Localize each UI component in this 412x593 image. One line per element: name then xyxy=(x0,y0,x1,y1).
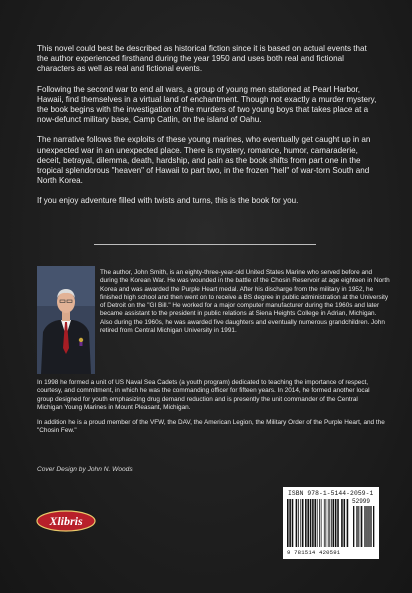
price-code: 52999 xyxy=(352,498,371,505)
author-bio-main: The author, John Smith, is an eighty-three-year-old United States Marine who served before and during the Korean War. He was wounded in the battle of the Chosin Reservoir at age eighteen in North Korea and was awarded the Purple Heart medal. After his discharge from the military in 1952, he finished high school and then went on to receive a BS degree in public administration at the University of Detroit on the "GI Bill." He worked for a major computer manufacturer during the 1960s and later became assistant to the president in public relations at Siena Heights College in Adrian, Michigan. Also during the 1960s, he was awarded five daughters and eventually numerous grandchildren. John retired from Central Michigan University in 1991. xyxy=(100,269,390,335)
author-bio-continued xyxy=(37,379,385,443)
barcode-bar xyxy=(287,499,289,547)
author-portrait-icon xyxy=(37,266,95,374)
barcode-bar xyxy=(302,499,304,547)
barcode-bar xyxy=(317,499,318,547)
barcode-bar xyxy=(312,499,314,547)
barcode-bar xyxy=(344,499,346,547)
cover-design-credit: Cover Design by John N. Woods xyxy=(37,466,133,473)
barcode-bar xyxy=(358,506,359,547)
barcode-bar xyxy=(356,506,357,547)
barcode-bar xyxy=(335,499,337,547)
barcode-bar xyxy=(289,499,291,547)
barcode-bar xyxy=(341,499,343,547)
barcode-bar xyxy=(337,499,339,547)
barcode-bar xyxy=(360,506,361,547)
author-photo xyxy=(37,266,95,374)
barcode-bar xyxy=(366,506,367,547)
section-divider xyxy=(94,244,316,245)
author-bio xyxy=(100,269,390,335)
barcode-bar xyxy=(298,499,299,547)
xlibris-logo-icon xyxy=(36,510,96,532)
barcode-bar xyxy=(353,506,354,547)
barcode-bar xyxy=(314,499,316,547)
author-bio-paragraph-2: In 1998 he formed a unit of US Naval Sea Cadets (a youth program) dedicated to teaching the importance of respect, courtesy, and commitment, in which he was the commanding officer for fifteen years. In 2014, he formed another local group designed for youth emphasizing drug demand reduction and is presently the unit commander of the Central Michigan Young Marines in Mount Pleasant, Michigan. xyxy=(37,379,370,411)
barcode-bar xyxy=(373,506,374,547)
synopsis-paragraph-1: This novel could best be described as historical fiction since it is based on actual events that the author experienced firsthand during the year 1950 and uses both real and fictional characters as well as real and fictional events. xyxy=(37,44,367,74)
barcode-bar xyxy=(331,499,332,547)
barcode-bar xyxy=(328,499,329,547)
barcode-bar xyxy=(333,499,335,547)
barcode-bar xyxy=(325,499,326,547)
ean-barcode-bars xyxy=(287,499,349,547)
synopsis-paragraph-2: Following the second war to end all wars, a group of young men stationed at Pearl Harbor, Hawaii, find themselves in a virtual land of enchantment. Though not exactly a murder mystery, the book begins with the investigation of the murders of two young boys that takes place at a now-defunct military base, Camp Catlin, on the island of Oahu. xyxy=(37,84,377,125)
barcode-bar xyxy=(361,506,362,547)
barcode-bar xyxy=(319,499,320,547)
barcode-bar xyxy=(305,499,307,547)
barcode-bar xyxy=(292,499,294,547)
price-barcode-bars xyxy=(353,506,375,547)
barcode-bar xyxy=(347,499,349,547)
barcode-bar xyxy=(307,499,309,547)
barcode-bar xyxy=(296,499,298,547)
barcode-bar xyxy=(364,506,365,547)
barcode-bar xyxy=(300,499,301,547)
ean-digits: 9 781514 420591 xyxy=(287,549,341,556)
synopsis xyxy=(37,44,377,217)
barcode-bar xyxy=(324,499,325,547)
synopsis-paragraph-3: The narrative follows the exploits of these young marines, who eventually get caught up in an unexpected war in an unexpected place. There is mystery, romance, humor, camaraderie, deceit, betrayal, dilemma, death, hardship, and pain as the book shifts from part one in the tropical splendorous "heaven" of Hawaii to part two, in the frozen "hell" of war-torn South and North Korea. xyxy=(37,135,371,186)
isbn-label: ISBN 978-1-5144-2059-1 xyxy=(288,490,374,497)
barcode-bar xyxy=(329,499,330,547)
publisher-logo xyxy=(36,510,96,532)
author-bio-paragraph-3: In addition he is a proud member of the VFW, the DAV, the American Legion, the Military Order of the Purple Heart, and the "Chosin Few." xyxy=(37,419,385,435)
synopsis-paragraph-4: If you enjoy adventure filled with twists and turns, this is the book for you. xyxy=(37,196,299,206)
barcode-bar xyxy=(310,499,312,547)
barcode-bar xyxy=(368,506,369,547)
publisher-logo-text: Xlibris xyxy=(49,514,83,528)
barcode-bar xyxy=(321,499,322,547)
isbn-barcode xyxy=(283,487,379,559)
barcode-bar xyxy=(370,506,371,547)
